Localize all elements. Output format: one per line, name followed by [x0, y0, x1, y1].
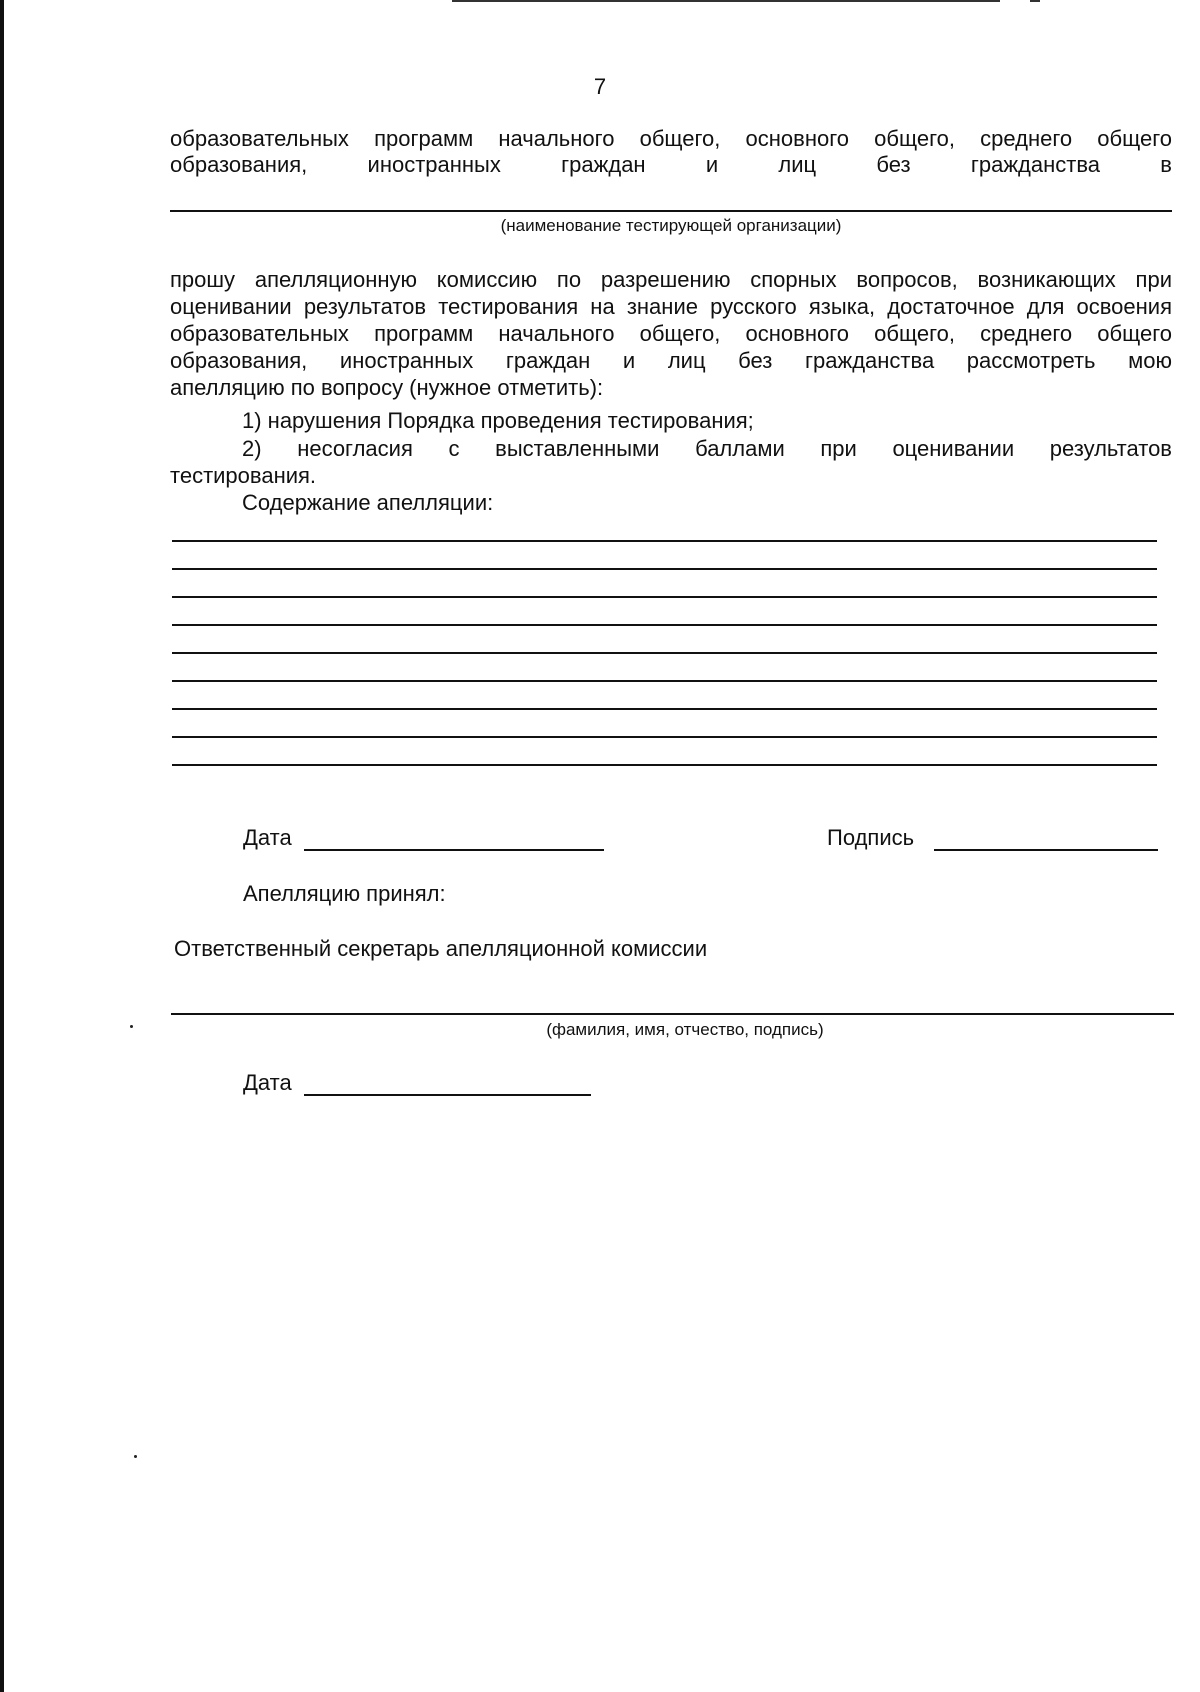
request-last-line: апелляцию по вопросу (нужное отметить): [170, 375, 604, 400]
scan-speck [130, 1025, 133, 1028]
date-label: Дата [243, 825, 292, 850]
intro-line-1: образовательных программ начального общего, основного общего, среднего общего [170, 126, 1172, 151]
secretary-caption: (фамилия, имя, отчество, подпись) [546, 1020, 824, 1039]
organization-name-field[interactable] [170, 210, 1172, 212]
option-2 [170, 435, 1172, 489]
appeal-content-line[interactable] [172, 624, 1157, 626]
intro-paragraph [170, 126, 1172, 178]
secretary-label: Ответственный секретарь апелляционной комиссии [174, 936, 708, 961]
date-label-2: Дата [243, 1070, 292, 1095]
secretary-signature-field[interactable] [171, 1013, 1174, 1015]
intro-line-2: образования, иностранных граждан и лиц без гражданства в [170, 152, 1172, 177]
appeal-content-line[interactable] [172, 652, 1157, 654]
request-paragraph [170, 266, 1172, 401]
scan-speck [134, 1455, 137, 1458]
organization-caption: (наименование тестирующей организации) [500, 216, 842, 235]
appeal-content-line[interactable] [172, 736, 1157, 738]
signature-label: Подпись [827, 825, 915, 850]
appeal-content-line[interactable] [172, 596, 1157, 598]
top-rule [452, 0, 1000, 2]
accepted-label: Апелляцию принял: [243, 881, 446, 906]
date-field-2[interactable] [304, 1094, 591, 1096]
date-field[interactable] [304, 849, 604, 851]
appeal-content-line[interactable] [172, 680, 1157, 682]
appeal-content-line[interactable] [172, 568, 1157, 570]
page-number: 7 [593, 74, 607, 99]
appeal-content-line[interactable] [172, 708, 1157, 710]
signature-field[interactable] [934, 849, 1158, 851]
option-2-line-2: тестирования. [170, 463, 317, 488]
appeal-content-line[interactable] [172, 540, 1157, 542]
request-body: прошу апелляционную комиссию по разрешению спорных вопросов, возникающих при оценивании результатов тестирования на знание русского языка, достаточное для освоения образовательных программ начального общего, основного общего, среднего общего образования, иностранных граждан и лиц без гражданства рассмотреть мою [170, 267, 1172, 373]
top-dash [1030, 0, 1040, 2]
scan-left-border [0, 0, 4, 1692]
option-2-line-1: 2) несогласия с выставленными баллами при оценивании результатов [242, 436, 1172, 461]
appeal-content-line[interactable] [172, 764, 1157, 766]
option-1: 1) нарушения Порядка проведения тестирования; [242, 408, 754, 433]
appeal-content-label: Содержание апелляции: [242, 490, 494, 515]
